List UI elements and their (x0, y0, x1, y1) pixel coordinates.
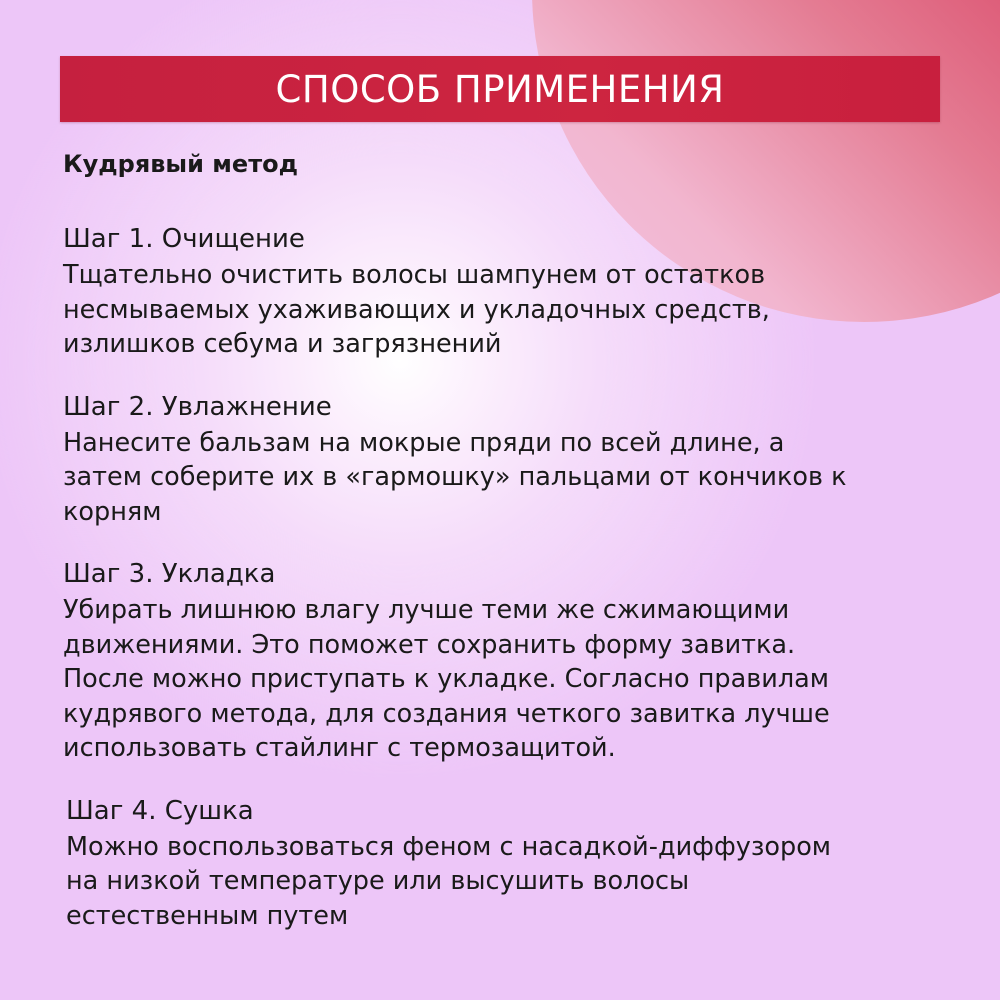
step-description (63, 426, 943, 530)
step-line: Нанесите бальзам на мокрые пряди по всей длине, а (63, 427, 785, 458)
step-line: Убирать лишнюю влагу лучше теми же сжимающими (63, 595, 790, 625)
step-line: корням (63, 496, 162, 527)
step-1 (63, 222, 943, 362)
method-title: Кудрявый метод (63, 150, 298, 178)
step-description (63, 593, 943, 766)
page-title: СПОСОБ ПРИМЕНЕНИЯ (275, 67, 725, 111)
step-title: Шаг 4. Сушка (66, 795, 254, 826)
instructions (63, 146, 943, 961)
step-description (63, 258, 943, 362)
step-line: движениями. Это поможет сохранить форму завитка. (63, 629, 796, 660)
step-4 (66, 794, 943, 934)
step-line: Тщательно очистить волосы шампунем от остатков (63, 260, 766, 290)
step-line: на низкой температуре или высушить волосы (66, 866, 690, 896)
step-title: Шаг 1. Очищение (63, 224, 305, 254)
step-line: излишков себума и загрязнений (63, 329, 502, 359)
step-line: Можно воспользоваться феном с насадкой-диффузором (66, 831, 832, 862)
step-line: использовать стайлинг с термозащитой. (63, 733, 616, 763)
step-line: несмываемых ухаживающих и укладочных средств, (63, 294, 770, 325)
step-line: После можно приступать к укладке. Согласно правилам (63, 664, 829, 694)
step-description (66, 830, 943, 934)
header-banner (60, 56, 940, 122)
step-title: Шаг 2. Увлажнение (63, 391, 332, 422)
step-2 (63, 390, 943, 530)
step-title: Шаг 3. Укладка (63, 559, 276, 589)
step-3 (63, 557, 943, 766)
step-line: естественным путем (66, 900, 349, 931)
step-line: кудрявого метода, для создания четкого завитка лучше (63, 698, 830, 729)
step-line: затем соберите их в «гармошку» пальцами от кончиков к (63, 462, 847, 492)
